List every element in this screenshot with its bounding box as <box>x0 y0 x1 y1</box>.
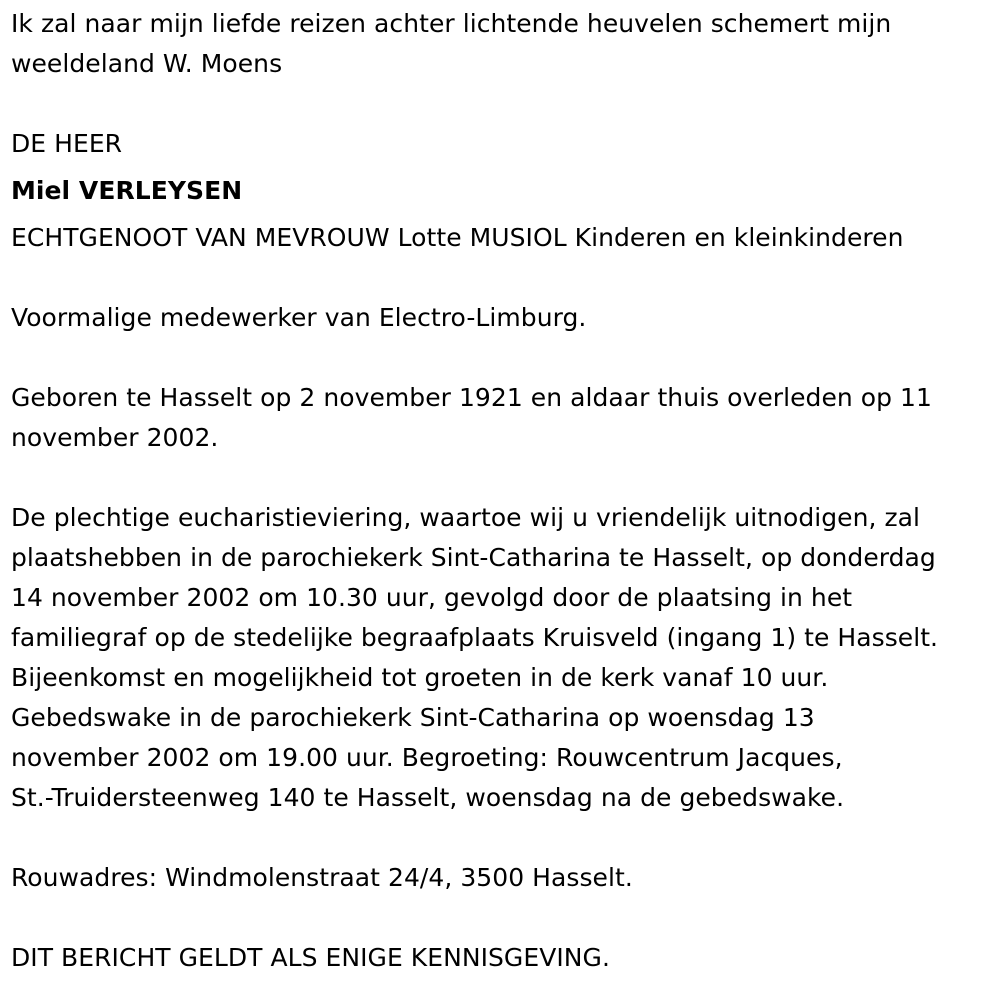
deceased-name: Miel VERLEYSEN <box>11 176 243 205</box>
motto <box>11 4 1000 84</box>
occupation: Voormalige medewerker van Electro-Limburg. <box>11 303 587 332</box>
ceremony-line: Gebedswake in de parochiekerk Sint-Catharina op woensdag 13 <box>11 703 815 732</box>
birth-death-line-1: Geboren te Hasselt op 2 november 1921 en aldaar thuis overleden op 11 <box>11 383 932 412</box>
ceremony-line: Bijeenkomst en mogelijkheid tot groeten in de kerk vanaf 10 uur. <box>11 663 829 692</box>
ceremony-line: november 2002 om 19.00 uur. Begroeting: Rouwcentrum Jacques, <box>11 743 843 772</box>
family-line: ECHTGENOOT VAN MEVROUW Lotte MUSIOL Kinderen en kleinkinderen <box>11 223 904 252</box>
salutation: DE HEER <box>11 129 123 158</box>
motto-line-1: Ik zal naar mijn liefde reizen achter lichtende heuvelen schemert mijn <box>11 9 892 38</box>
ceremony-line: 14 november 2002 om 10.30 uur, gevolgd door de plaatsing in het <box>11 583 853 612</box>
closing-statement: DIT BERICHT GELDT ALS ENIGE KENNISGEVING. <box>11 943 610 972</box>
ceremony-line: St.-Truidersteenweg 140 te Hasselt, woensdag na de gebedswake. <box>11 783 845 812</box>
ceremony-paragraph <box>11 498 1000 818</box>
birth-death-line-2: november 2002. <box>11 423 219 452</box>
ceremony-line: plaatshebben in de parochiekerk Sint-Catharina te Hasselt, op donderdag <box>11 543 936 572</box>
birth-death-paragraph <box>11 378 1000 458</box>
motto-line-2: weeldeland W. Moens <box>11 49 283 78</box>
mourning-address: Rouwadres: Windmolenstraat 24/4, 3500 Hasselt. <box>11 863 633 892</box>
ceremony-line: De plechtige eucharistieviering, waartoe wij u vriendelijk uitnodigen, zal <box>11 503 921 532</box>
ceremony-line: familiegraf op de stedelijke begraafplaats Kruisveld (ingang 1) te Hasselt. <box>11 623 939 652</box>
